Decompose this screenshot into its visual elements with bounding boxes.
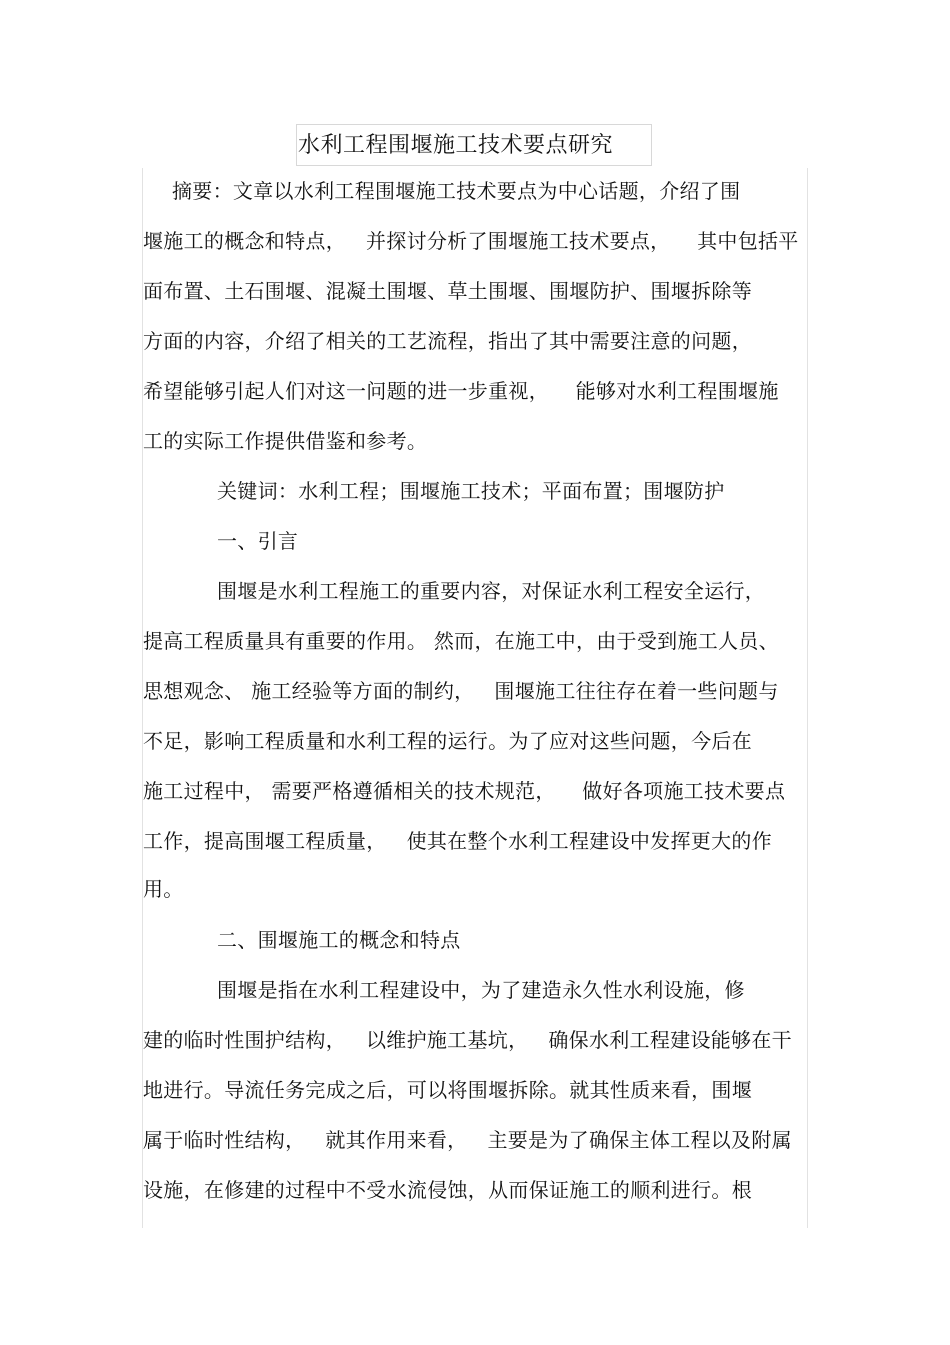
body-line-6: 工作，提高围堰工程质量， 使其在整个水利工程建设中发挥更大的作 [143,829,772,853]
body-line-8: 围堰是指在水利工程建设中，为了建造永久性水利设施，修 [217,978,745,1002]
body-line-9: 建的临时性围护结构， 以维护施工基坑， 确保水利工程建设能够在干 [143,1028,792,1052]
abstract-line-1: 摘要：文章以水利工程围堰施工技术要点为中心话题，介绍了围 [172,179,741,203]
body-line-12: 设施，在修建的过程中不受水流侵蚀，从而保证施工的顺利进行。根 [143,1178,752,1202]
section-heading-1: 一、引言 [217,529,299,553]
abstract-line-6: 工的实际工作提供借鉴和参考。 [143,429,428,453]
abstract-line-4: 方面的内容，介绍了相关的工艺流程，指出了其中需要注意的问题， [143,329,752,353]
keywords-line: 关键词：水利工程；围堰施工技术；平面布置；围堰防护 [217,479,725,503]
body-line-3: 思想观念、 施工经验等方面的制约， 围堰施工往往存在着一些问题与 [143,679,779,703]
abstract-line-3: 面布置、土石围堰、混凝土围堰、草土围堰、围堰防护、围堰拆除等 [143,279,752,303]
body-line-10: 地进行。导流任务完成之后，可以将围堰拆除。就其性质来看，围堰 [143,1078,752,1102]
body-line-5: 施工过程中， 需要严格遵循相关的技术规范， 做好各项施工技术要点 [143,779,786,803]
body-line-1: 围堰是水利工程施工的重要内容，对保证水利工程安全运行， [217,579,766,603]
body-line-2: 提高工程质量具有重要的作用。 然而，在施工中，由于受到施工人员、 [143,629,779,653]
abstract-line-2: 堰施工的概念和特点， 并探讨分析了围堰施工技术要点， 其中包括平 [143,229,799,253]
body-line-4: 不足，影响工程质量和水利工程的运行。为了应对这些问题，今后在 [143,729,752,753]
body-line-11: 属于临时性结构， 就其作用来看， 主要是为了确保主体工程以及附属 [143,1128,792,1152]
body-line-7: 用。 [143,877,184,901]
abstract-line-5: 希望能够引起人们对这一问题的进一步重视， 能够对水利工程围堰施 [143,379,779,403]
document-title: 水利工程围堰施工技术要点研究 [298,133,614,158]
section-heading-2: 二、围堰施工的概念和特点 [217,928,461,952]
